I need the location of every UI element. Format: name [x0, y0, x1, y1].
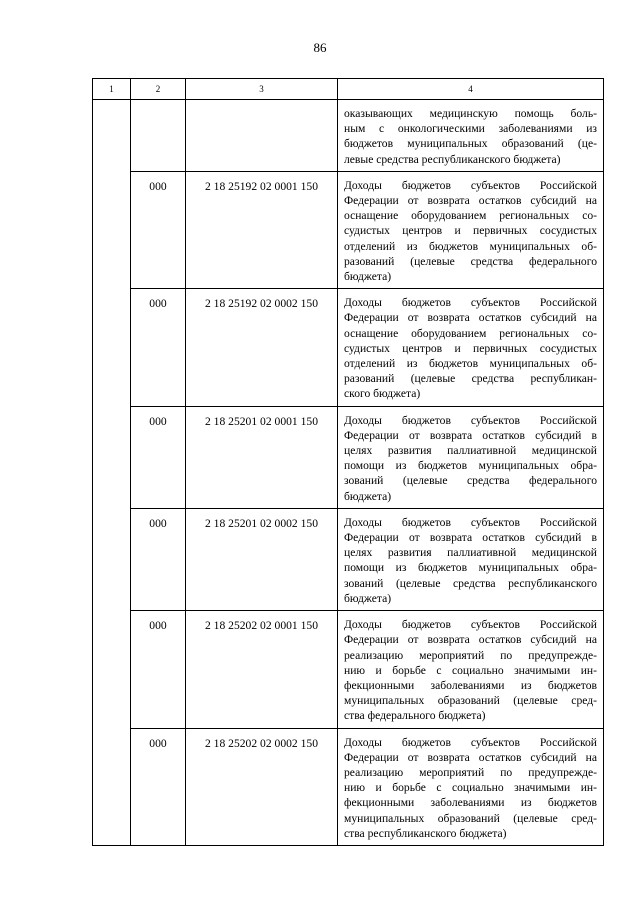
table-body: [93, 100, 604, 846]
code-cell: 000: [131, 289, 186, 406]
description-line: отделений из бюджетов муниципальных об-: [344, 357, 597, 371]
budget-revenue-table: [92, 78, 604, 846]
description-line: помощи из бюджетов муниципальных обра-: [344, 459, 597, 473]
description-line: судистых центров и первичных сосудистых: [344, 224, 597, 238]
description-line: зований (целевые средства республиканского: [344, 576, 597, 590]
header-col-3: 3: [186, 79, 338, 100]
code-cell: 000: [131, 508, 186, 610]
description-cell: [338, 289, 604, 406]
description-line: муниципальных образований (целевые сред-: [344, 811, 597, 825]
description-cell: [338, 728, 604, 845]
header-col-2: 2: [131, 79, 186, 100]
code-cell: 000: [131, 728, 186, 845]
description-line: Федерации от возврата остатков субсидий в: [344, 428, 597, 442]
code-cell: 000: [131, 406, 186, 508]
header-col-4: 4: [338, 79, 604, 100]
description-line: бюджета): [344, 489, 392, 503]
description-line: разований (целевые средства федерального: [344, 254, 597, 268]
description-cell: [338, 406, 604, 508]
description-line: оснащение оборудованием региональных со-: [344, 209, 597, 223]
description-line: зований (целевые средства федерального: [344, 474, 597, 488]
description-cell: [338, 171, 604, 288]
classification-code-cell: 2 18 25192 02 0001 150: [186, 171, 338, 288]
description-line: муниципальных образований (целевые сред-: [344, 694, 597, 708]
continuation-description: [338, 100, 604, 172]
description-line: Федерации от возврата остатков субсидий в: [344, 531, 597, 545]
description-line: ства республиканского бюджета): [344, 826, 507, 840]
description-line: ства федерального бюджета): [344, 709, 486, 723]
description-line: бюджетов муниципальных образований (це-: [344, 137, 597, 151]
page-number: 86: [313, 40, 327, 55]
description-line: отделений из бюджетов муниципальных об-: [344, 239, 597, 253]
header-row: [93, 79, 604, 100]
description-line: Федерации от возврата остатков субсидий на: [344, 750, 597, 764]
table-row: [93, 289, 604, 406]
description-line: Доходы бюджетов субъектов Российской: [344, 735, 597, 749]
description-line: нию и борьбе с социально значимыми ин-: [344, 663, 597, 677]
description-line: ным с онкологическими заболеваниями из: [344, 122, 597, 136]
description-line: левые средства республиканского бюджета): [344, 152, 561, 166]
table-row: [93, 728, 604, 845]
description-cell: [338, 508, 604, 610]
description-line: ского бюджета): [344, 387, 421, 401]
description-line: реализацию мероприятий по предупрежде-: [344, 648, 597, 662]
description-line: целях развития паллиативной медицинской: [344, 546, 597, 560]
table-row: [93, 508, 604, 610]
classification-code-cell: 2 18 25202 02 0001 150: [186, 611, 338, 728]
description-line: фекционными заболеваниями из бюджетов: [344, 796, 597, 810]
table-row: [93, 611, 604, 728]
description-line: бюджета): [344, 270, 392, 284]
description-line: нию и борьбе с социально значимыми ин-: [344, 781, 597, 795]
table-row: [93, 406, 604, 508]
merged-col-1-cell: [93, 100, 131, 846]
description-line: бюджета): [344, 591, 392, 605]
description-line: Федерации от возврата остатков субсидий на: [344, 633, 597, 647]
description-line: оказывающих медицинскую помощь боль-: [344, 107, 597, 120]
description-cell: [338, 611, 604, 728]
classification-code-cell: 2 18 25201 02 0002 150: [186, 508, 338, 610]
description-line: судистых центров и первичных сосудистых: [344, 341, 597, 355]
description-line: целях развития паллиативной медицинской: [344, 444, 597, 458]
description-line: Федерации от возврата остатков субсидий на: [344, 311, 597, 325]
description-line: Доходы бюджетов субъектов Российской: [344, 413, 597, 427]
description-line: реализацию мероприятий по предупрежде-: [344, 765, 597, 779]
description-line: Доходы бюджетов субъектов Российской: [344, 178, 597, 192]
header-col-1: 1: [93, 79, 131, 100]
code-cell: 000: [131, 171, 186, 288]
continuation-row: [93, 100, 604, 172]
description-line: Федерации от возврата остатков субсидий на: [344, 194, 597, 208]
description-line: Доходы бюджетов субъектов Российской: [344, 618, 597, 632]
classification-code-cell: 2 18 25202 02 0002 150: [186, 728, 338, 845]
description-line: Доходы бюджетов субъектов Российской: [344, 515, 597, 529]
code-cell: 000: [131, 611, 186, 728]
description-line: фекционными заболеваниями из бюджетов: [344, 678, 597, 692]
table-row: [93, 171, 604, 288]
description-line: Доходы бюджетов субъектов Российской: [344, 296, 597, 310]
classification-code-cell: 2 18 25192 02 0002 150: [186, 289, 338, 406]
classification-code-cell: 2 18 25201 02 0001 150: [186, 406, 338, 508]
description-line: оснащение оборудованием региональных со-: [344, 326, 597, 340]
description-line: разований (целевые средства республикан-: [344, 372, 597, 386]
empty-cell: [186, 100, 338, 172]
description-line: помощи из бюджетов муниципальных обра-: [344, 561, 597, 575]
empty-cell: [131, 100, 186, 172]
